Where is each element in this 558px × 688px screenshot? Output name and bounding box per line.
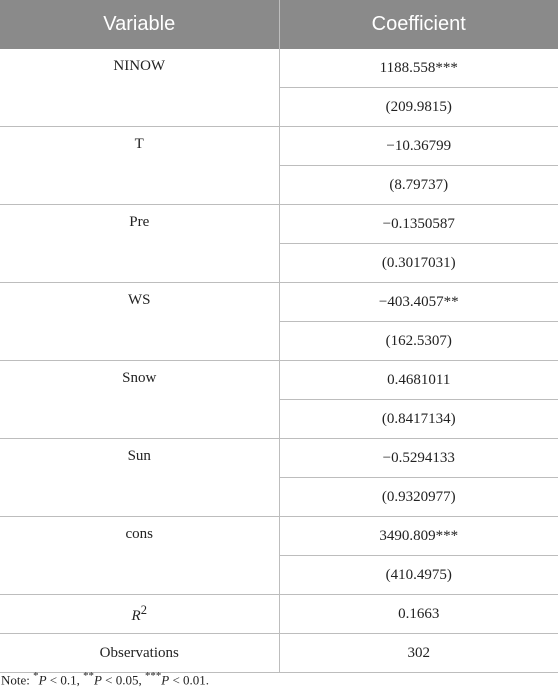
table-row: [0, 205, 558, 244]
coefficient-cell: −0.5294133: [279, 439, 558, 478]
coefficient-cell: −0.1350587: [279, 205, 558, 244]
table-note: [1, 670, 209, 688]
variable-cell: WS: [0, 283, 279, 361]
note-stars-3: ***: [144, 670, 162, 682]
note-threshold-1: < 0.1,: [46, 672, 84, 688]
r-squared-label: [0, 595, 279, 634]
standard-error-cell: (0.9320977): [279, 478, 558, 517]
coefficient-cell: 3490.809***: [279, 517, 558, 556]
note-p-2: P: [93, 672, 102, 688]
variable-cell: cons: [0, 517, 279, 595]
table-row: [0, 439, 558, 478]
standard-error-cell: (0.3017031): [279, 244, 558, 283]
standard-error-cell: (209.9815): [279, 88, 558, 127]
note-p-1: P: [38, 672, 47, 688]
note-p-3: P: [161, 672, 170, 688]
variable-cell: Sun: [0, 439, 279, 517]
r-squared-letter: R: [131, 608, 141, 624]
standard-error-cell: (162.5307): [279, 322, 558, 361]
table-row: [0, 283, 558, 322]
table-header-row: [0, 0, 558, 49]
table-row-r-squared: [0, 595, 558, 634]
table-row: [0, 127, 558, 166]
header-coefficient: Coefficient: [279, 0, 558, 49]
variable-cell: T: [0, 127, 279, 205]
observations-label: Observations: [0, 634, 279, 673]
note-stars-2: **: [83, 670, 94, 682]
coefficient-cell: −403.4057**: [279, 283, 558, 322]
variable-cell: Pre: [0, 205, 279, 283]
coefficient-cell: 1188.558***: [279, 49, 558, 88]
note-stars-1: *: [33, 670, 39, 682]
variable-cell: Snow: [0, 361, 279, 439]
note-threshold-2: < 0.05,: [101, 672, 145, 688]
observations-value: 302: [279, 634, 558, 673]
variable-cell: NINOW: [0, 49, 279, 127]
standard-error-cell: (0.8417134): [279, 400, 558, 439]
table-row-observations: [0, 634, 558, 673]
r-squared-value: 0.1663: [279, 595, 558, 634]
standard-error-cell: (8.79737): [279, 166, 558, 205]
coefficient-cell: −10.36799: [279, 127, 558, 166]
note-prefix: Note:: [1, 672, 34, 688]
table-row: [0, 517, 558, 556]
header-variable: Variable: [0, 0, 279, 49]
note-threshold-3: < 0.01.: [169, 672, 210, 688]
coefficient-cell: 0.4681011: [279, 361, 558, 400]
table-row: [0, 49, 558, 88]
r-squared-superscript: 2: [140, 603, 147, 617]
standard-error-cell: (410.4975): [279, 556, 558, 595]
table-row: [0, 361, 558, 400]
